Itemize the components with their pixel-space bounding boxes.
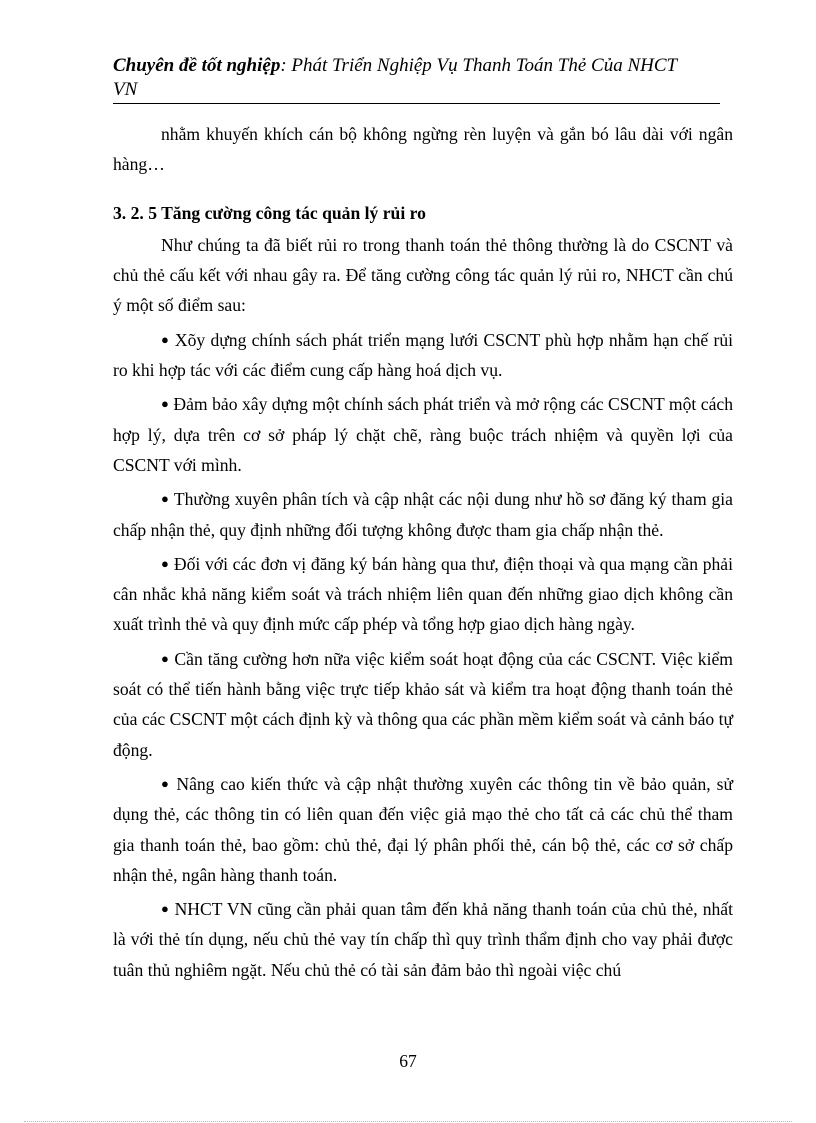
bullet-paragraph <box>113 644 733 765</box>
bullet-text: Cần tăng cường hơn nữa việc kiểm soát hoạt động của các CSCNT. Việc kiểm soát có thể tiến hành bằng việc trực tiếp khảo sát và kiểm tra hoạt động thanh toán thẻ của các CSCNT một cách định kỳ và thông qua các phần mềm kiểm soát và cảnh báo tự động. <box>113 648 733 760</box>
bullet-paragraph <box>113 769 733 890</box>
bullet-icon: ● <box>161 650 170 666</box>
bullet-text: NHCT VN cũng cần phải quan tâm đến khả năng thanh toán của chủ thẻ, nhất là với thẻ tín dụng, nếu chủ thẻ vay tín chấp thì quy trình thẩm định cho vay phải được tuân thủ nghiêm ngặt. Nếu chủ thẻ có tài sản đảm bảo thì ngoài việc chú <box>113 899 733 980</box>
body-text <box>113 119 733 985</box>
bullet-paragraph <box>113 389 733 480</box>
bullet-text: Đối với các đơn vị đăng ký bán hàng qua thư, điện thoại và qua mạng cần phải cân nhắc khả năng kiểm soát và trách nhiệm liên quan đến những giao dịch không cần xuất trình thẻ và quy định mức cấp phép và tổng hợp giao dịch hàng ngày. <box>113 553 733 635</box>
section-heading: 3. 2. 5 Tăng cường công tác quản lý rủi ro <box>113 202 426 223</box>
header-title-line2: VN <box>113 79 138 100</box>
bullet-paragraph <box>113 894 733 985</box>
bullet-text: Đảm bảo xây dựng một chính sách phát triển và mở rộng các CSCNT một cách hợp lý, dựa trên cơ sở pháp lý chặt chẽ, ràng buộc trách nhiệm và quyền lợi của CSCNT với mình. <box>113 394 733 475</box>
bullet-text: Xõy dựng chính sách phát triển mạng lưới CSCNT phù hợp nhằm hạn chế rủi ro khi hợp tác với các điểm cung cấp hàng hoá dịch vụ. <box>113 329 734 381</box>
section-intro: Như chúng ta đã biết rủi ro trong thanh toán thẻ thông thường là do CSCNT và chủ thẻ cấu kết với nhau gây ra. Để tăng cường công tác quản lý rủi ro, NHCT cần chú ý một số điểm sau: <box>113 234 733 316</box>
bullet-icon: ● <box>161 901 170 917</box>
bullet-paragraph <box>113 484 733 545</box>
bullet-icon: ● <box>161 555 170 571</box>
running-header <box>113 54 720 104</box>
bullet-icon: ● <box>161 775 171 791</box>
bullet-text: Thường xuyên phân tích và cập nhật các nội dung như hồ sơ đăng ký tham gia chấp nhận thẻ, quy định những đối tượng không được tham gia chấp nhận thẻ. <box>113 489 733 540</box>
bullet-paragraph <box>113 325 733 386</box>
bullet-icon: ● <box>161 396 169 412</box>
intro-continuation: nhằm khuyến khích cán bộ không ngừng rèn luyện và gắn bó lâu dài với ngân hàng… <box>113 124 733 175</box>
header-title-rest: : Phát Triển Nghiệp Vụ Thanh Toán Thẻ Của NHCT <box>280 55 678 76</box>
bullet-icon: ● <box>161 331 170 347</box>
header-title-bold: Chuyên đề tốt nghiệp <box>113 55 281 76</box>
page-number: 67 <box>399 1051 417 1071</box>
bullet-icon: ● <box>161 491 170 507</box>
bullet-text: Nâng cao kiến thức và cập nhật thường xuyên các thông tin về bảo quản, sử dụng thẻ, các thông tin có liên quan đến việc giả mạo thẻ cho tất cả các chủ thể tham gia thanh toán thẻ, bao gồm: chủ thẻ, đại lý phân phối thẻ, cán bộ thẻ, các cơ sở chấp nhận thẻ, ngân hàng thanh toán. <box>113 773 733 885</box>
bullet-paragraph <box>113 549 733 640</box>
page-bottom-divider <box>24 1121 792 1122</box>
